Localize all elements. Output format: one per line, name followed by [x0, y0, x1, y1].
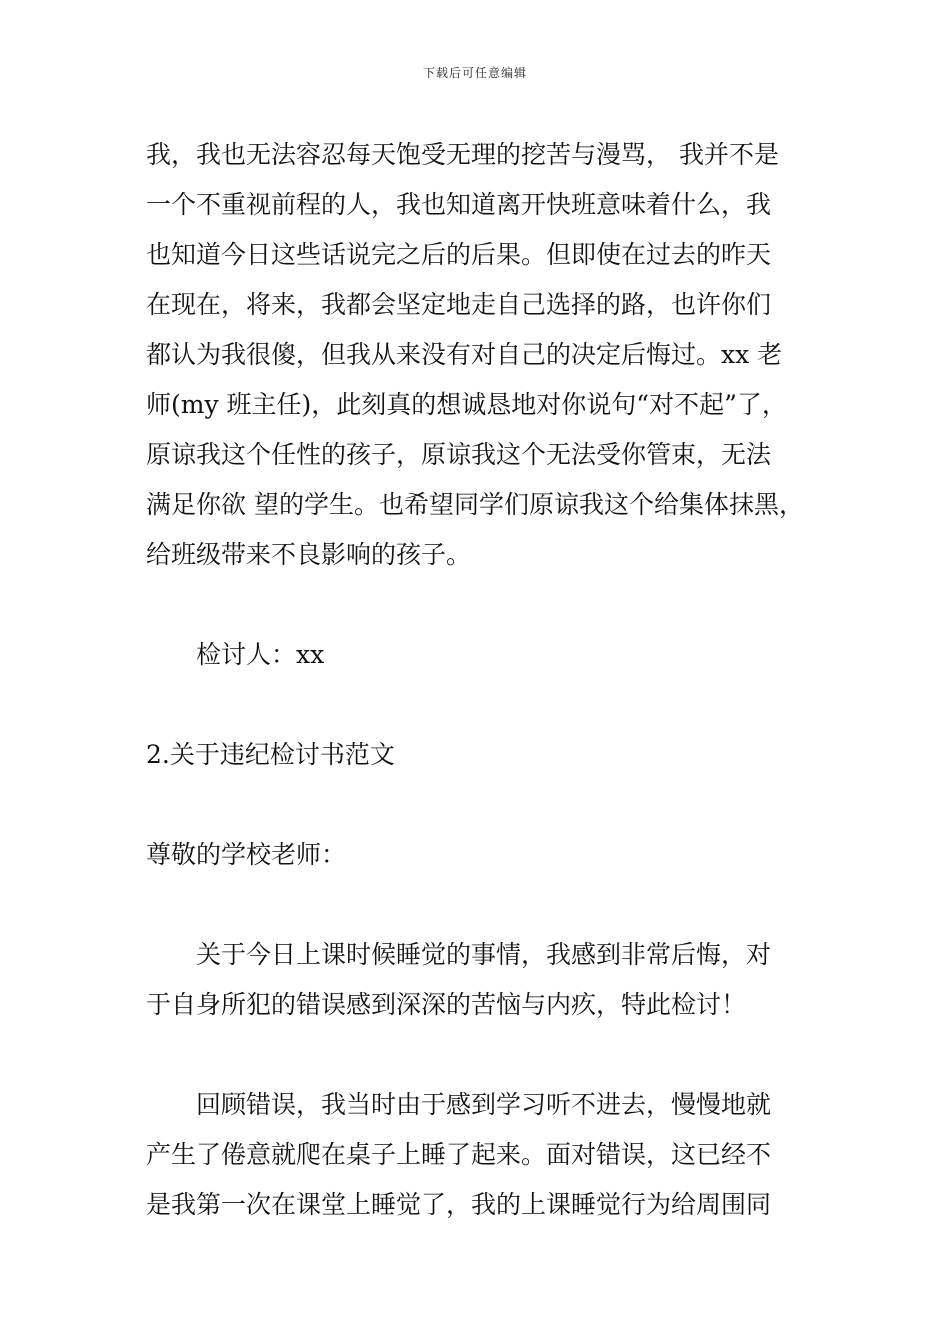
text-line: 原谅我这个任性的孩子，原谅我这个无法受你管束，无法 [146, 440, 772, 469]
text-line: 关于今日上课时候睡觉的事情，我感到非常后悔，对 [196, 940, 772, 969]
spacer [146, 580, 836, 630]
document-body [146, 130, 836, 1230]
signature: 检讨人：xx [196, 640, 325, 669]
text-line: 也知道今日这些话说完之后的后果。但即使在过去的昨天 [146, 240, 772, 269]
text-line: 我，我也无法容忍每天饱受无理的挖苦与漫骂， 我并不是 [146, 140, 779, 169]
text-line: 于自身所犯的错误感到深深的苦恼与内疚，特此检讨！ [146, 990, 747, 1019]
spacer [146, 880, 836, 930]
paragraph-3 [146, 1080, 836, 1230]
paragraph-1 [146, 130, 836, 580]
section-title: 2.关于违纪检讨书范文 [146, 740, 395, 769]
text-line: 一个不重视前程的人，我也知道离开快班意味着什么，我 [146, 190, 772, 219]
text-line: 是我第一次在课堂上睡觉了，我的上课睡觉行为给周围同 [146, 1190, 772, 1219]
spacer [146, 1030, 836, 1080]
header-note: 下载后可任意编辑 [422, 66, 527, 80]
text-line: 师(my 班主任)，此刻真的想诚恳地对你说句“对不起”了， [146, 390, 787, 419]
text-line: 回顾错误，我当时由于感到学习听不进去，慢慢地就 [196, 1090, 772, 1119]
spacer [146, 780, 836, 830]
text-line: 给班级带来不良影响的孩子。 [146, 540, 472, 569]
spacer [146, 680, 836, 730]
text-line: 产生了倦意就爬在桌子上睡了起来。面对错误，这已经不 [146, 1140, 772, 1169]
text-line: 满足你欲 望的学生。也希望同学们原谅我这个给集体抹黑， [146, 490, 804, 519]
text-line: 都认为我很傻，但我从来没有对自己的决定后悔过。xx 老 [146, 340, 783, 369]
paragraph-2 [146, 930, 836, 1030]
text-line: 在现在，将来，我都会坚定地走自己选择的路，也许你们 [146, 290, 772, 319]
salutation: 尊敬的学校老师： [146, 840, 347, 869]
